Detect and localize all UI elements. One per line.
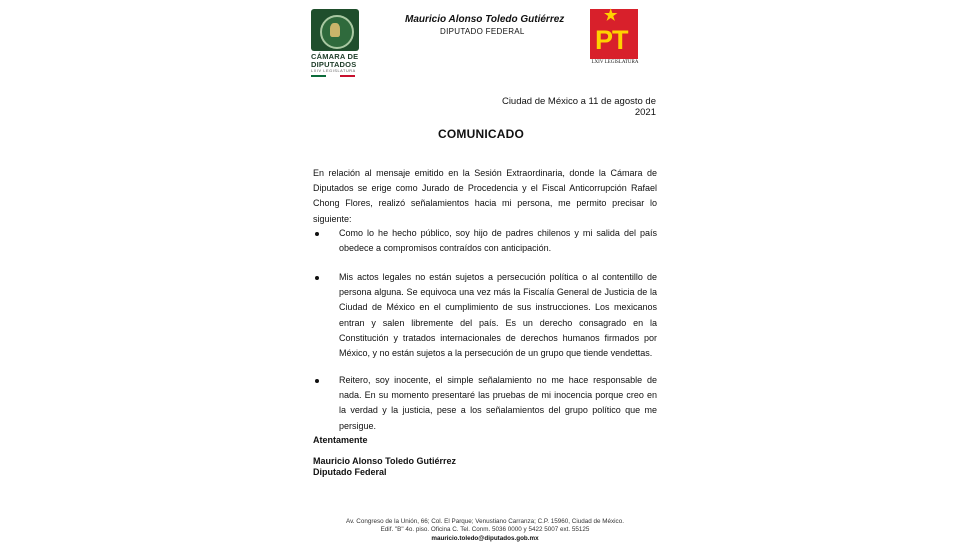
national-seal-icon [311,9,359,51]
pt-logo-letters: PT [595,25,628,55]
list-item-text: Reitero, soy inocente, el simple señalamiento no me hace responsable de nada. En su momento presentaré las pruebas de mi inocencia porque creo en la verdad y la justicia, pese a los señalamientos del grupo político que me persigue. [339,375,657,431]
camara-logo-line3: LXIV LEGISLATURA [311,69,356,73]
document-title: COMUNICADO [438,127,524,141]
flag-stripe [311,75,355,77]
list-item-text: Como lo he hecho público, soy hijo de padres chilenos y mi salida del país obedece a compromisos contraídos con anticipación. [339,228,657,254]
pt-logo-caption: LXIV LEGISLATURA [591,60,639,65]
document-date: Ciudad de México a 11 de agosto de 2021 [501,96,656,118]
salutation: Atentamente [313,435,368,445]
camara-logo-line1: CÁMARA DE [311,52,359,61]
footer-address-line1: Av. Congreso de la Unión, 66; Col. El Parque; Venustiano Carranza; C.P. 15960, Ciudad de México. [346,518,624,525]
pt-logo-box [590,9,638,59]
footer-email-link[interactable]: mauricio.toledo@diputados.gob.mx [431,535,539,542]
list-item [313,373,657,434]
bullet-dot-icon [315,276,319,280]
signer-role: Diputado Federal [313,467,387,477]
bullet-dot-icon [315,379,319,383]
footer-address-line2: Edif. "B" 4o. piso. Oficina C. Tel. Conm. 5036 0000 y 5422 5007 ext. 55125 [380,526,590,533]
list-item-text: Mis actos legales no están sujetos a persecución política o al contentillo de persona alguna. Se equivoca una vez más la Fiscalía General de Justicia de la Ciudad de México en el cumplimiento de sus instrucciones. Los mexicanos entran y salen libremente del país. Es un derecho consagrado en la Constitución y tratados internacionales de derechos humanos firmados por México, y no están sujetos a la persecución de un grupo que tiende vendettas. [339,272,657,359]
intro-paragraph: En relación al mensaje emitido en la Sesión Extraordinaria, donde la Cámara de Diputados se erige como Jurado de Procedencia y el Fiscal Anticorrupción Rafael Chong Flores, realizó señalamientos hacia mi persona, me permito precisar lo siguiente: [313,168,657,224]
signer-name: Mauricio Alonso Toledo Gutiérrez [313,456,457,466]
camara-de-diputados-logo [311,9,361,81]
header-deputy-name: Mauricio Alonso Toledo Gutiérrez [405,14,565,25]
camara-logo-line2: DIPUTADOS [311,60,357,69]
bullet-dot-icon [315,232,319,236]
pt-party-logo [590,9,642,69]
list-item [313,270,657,361]
header-deputy-role: DIPUTADO FEDERAL [440,27,525,36]
list-item [313,226,657,256]
star-icon: ★ [604,7,618,24]
